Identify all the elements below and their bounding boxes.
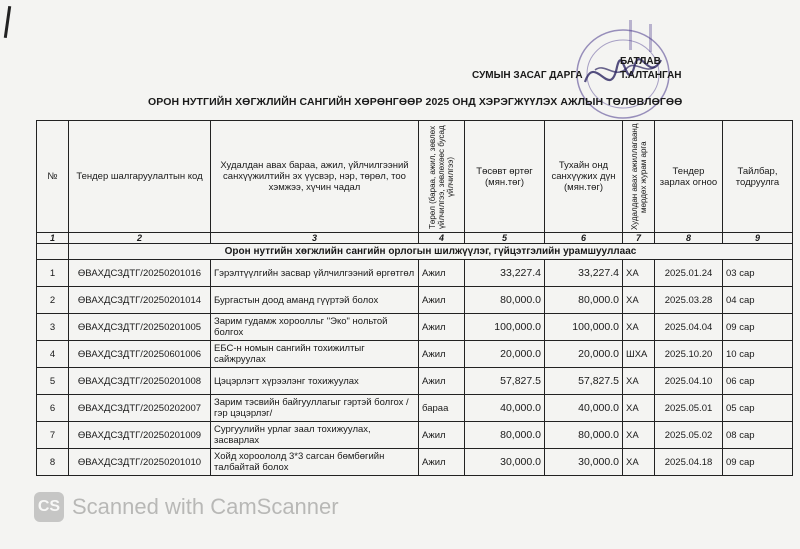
cell-fund: 100,000.0 [545,314,623,341]
cell-type: Ажил [419,260,465,287]
cell-fund: 80,000.0 [545,422,623,449]
cell-note: 06 сар [723,368,793,395]
cell-note: 04 сар [723,287,793,314]
header-row [37,121,793,233]
cell-note: 05 сар [723,395,793,422]
approval-position: СУМЫН ЗАСАГ ДАРГА [472,70,583,81]
cell-code: ӨВАХДСЗДТГ/20250202007 [69,395,211,422]
colnum: 1 [37,233,69,244]
cell-no: 5 [37,368,69,395]
header-date: Тендер зарлах огноо [655,121,723,233]
cell-type: Ажил [419,287,465,314]
header-name: Худалдан авах бараа, ажил, үйлчилгээний санхүүжилтийн эх үүсвэр, нэр, төрөл, тоо хэмжээ, хүчин чадал [211,121,419,233]
cell-budget: 57,827.5 [465,368,545,395]
camscanner-watermark [34,492,454,522]
colnum: 7 [623,233,655,244]
cell-note: 03 сар [723,260,793,287]
cell-no: 4 [37,341,69,368]
cell-method: ХА [623,314,655,341]
cell-budget: 20,000.0 [465,341,545,368]
cell-date: 2025.05.01 [655,395,723,422]
cell-name: Цэцэрлэгт хүрээлэнг тохижуулах [211,368,419,395]
colnum: 3 [211,233,419,244]
cell-date: 2025.04.10 [655,368,723,395]
cell-fund: 30,000.0 [545,449,623,476]
colnum: 2 [69,233,211,244]
cell-note: 10 сар [723,341,793,368]
section-title: Орон нутгийн хөгжлийн сангийн орлогын шилжүүлэг, гүйцэтгэлийн урамшууллаас [69,244,793,260]
approval-block [472,56,792,90]
camscanner-logo-icon: CS [34,492,64,522]
cell-code: ӨВАХДСЗДТГ/20250201016 [69,260,211,287]
table-row [37,368,793,395]
cell-date: 2025.10.20 [655,341,723,368]
cell-note: 08 сар [723,422,793,449]
cell-date: 2025.05.02 [655,422,723,449]
cell-no: 6 [37,395,69,422]
table-row [37,260,793,287]
cell-budget: 33,227.4 [465,260,545,287]
cell-note: 09 сар [723,314,793,341]
cell-date: 2025.03.28 [655,287,723,314]
cell-name: Гэрэлтүүлгийн засвар үйлчилгээний өргөтгөл [211,260,419,287]
cell-code: ӨВАХДСЗДТГ/20250201005 [69,314,211,341]
cell-fund: 80,000.0 [545,287,623,314]
cell-code: ӨВАХДСЗДТГ/20250201014 [69,287,211,314]
header-fund: Тухайн онд санхүүжих дүн (мян.төг) [545,121,623,233]
header-type [419,121,465,233]
cell-date: 2025.04.04 [655,314,723,341]
table-row [37,449,793,476]
cell-name: Сургуулийн урлаг заал тохижуулах, засварлах [211,422,419,449]
cell-name: Зарим гудамж хороолльг "Эко" нольтой болгох [211,314,419,341]
cell-method: ШХА [623,341,655,368]
cell-fund: 33,227.4 [545,260,623,287]
cell-code: ӨВАХДСЗДТГ/20250601006 [69,341,211,368]
approval-name: Т.АЛТАНГАН [620,70,682,81]
table-row [37,395,793,422]
table-row [37,314,793,341]
cell-no: 1 [37,260,69,287]
cell-budget: 100,000.0 [465,314,545,341]
cell-code: ӨВАХДСЗДТГ/20250201008 [69,368,211,395]
cell-type: Ажил [419,314,465,341]
pen-mark [4,6,11,38]
cell-fund: 57,827.5 [545,368,623,395]
table-row [37,341,793,368]
approval-heading: БАТЛАВ [620,56,661,67]
cell-type: бараа [419,395,465,422]
cell-method: ХА [623,422,655,449]
cell-budget: 80,000.0 [465,422,545,449]
watermark-text: Scanned with CamScanner [72,494,339,519]
cell-code: ӨВАХДСЗДТГ/20250201010 [69,449,211,476]
header-budget: Төсөвт өртөг (мян.төг) [465,121,545,233]
cell-no: 2 [37,287,69,314]
cell-method: ХА [623,368,655,395]
cell-code: ӨВАХДСЗДТГ/20250201009 [69,422,211,449]
section-row [37,244,793,260]
cell-budget: 30,000.0 [465,449,545,476]
cell-no: 3 [37,314,69,341]
cell-no: 7 [37,422,69,449]
cell-method: ХА [623,260,655,287]
cell-name: ЕБС-н номын сангийн тохижилтыг сайжруулах [211,341,419,368]
cell-type: Ажил [419,422,465,449]
cell-date: 2025.04.18 [655,449,723,476]
document-title: ОРОН НУТГИЙН ХӨГЖЛИЙН САНГИЙН ХӨРӨНГӨӨР 2025 ОНД ХЭРЭГЖҮҮЛЭХ АЖЛЫН ТӨЛӨВЛӨГӨӨ [148,96,683,108]
colnum: 6 [545,233,623,244]
colnum: 5 [465,233,545,244]
cell-method: ХА [623,449,655,476]
header-method-text: Худалдан авах ажиллагаанд мөрдөх журам арга [629,123,648,230]
header-code: Тендер шалгаруулалтын код [69,121,211,233]
column-number-row [37,233,793,244]
table-row [37,287,793,314]
cell-fund: 40,000.0 [545,395,623,422]
header-no: № [37,121,69,233]
plan-table [36,120,793,476]
cell-name: Зарим тэсвийн байгууллагыг гэртэй болгох / гэр цэцэрлэг/ [211,395,419,422]
cell-budget: 40,000.0 [465,395,545,422]
cell-name: Бургастын доод аманд гүүртэй болох [211,287,419,314]
cell-no: 8 [37,449,69,476]
table-row [37,422,793,449]
cell-fund: 20,000.0 [545,341,623,368]
cell-budget: 80,000.0 [465,287,545,314]
cell-note: 09 сар [723,449,793,476]
colnum: 8 [655,233,723,244]
colnum: 9 [723,233,793,244]
header-method [623,121,655,233]
cell-method: ХА [623,395,655,422]
cell-method: ХА [623,287,655,314]
cell-type: Ажил [419,368,465,395]
header-type-text: Төрөл (бараа, ажил, зөвлөх үйлчилгээ, зөвлөхөөс бусад үйлчилгээ) [428,124,455,229]
cell-type: Ажил [419,449,465,476]
colnum: 4 [419,233,465,244]
cell-type: Ажил [419,341,465,368]
cell-date: 2025.01.24 [655,260,723,287]
cell-name: Хойд хороололд 3*3 сагсан бөмбөгийн талбайтай болох [211,449,419,476]
header-note: Тайлбар, тодруулга [723,121,793,233]
